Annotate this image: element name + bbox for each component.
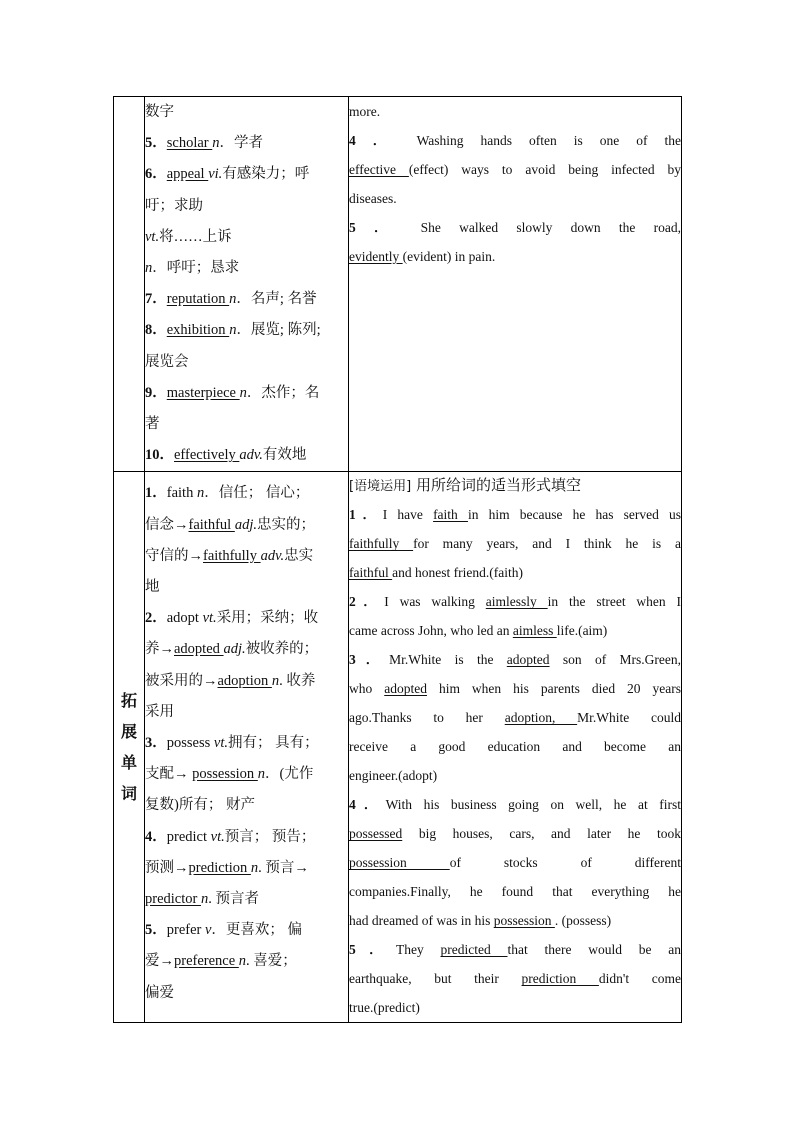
vocab-line	[145, 697, 348, 728]
header-instruction: 用所给词的适当形式填空	[415, 476, 581, 495]
vocab-line	[145, 666, 348, 697]
vocab-line	[145, 191, 348, 222]
answer-blank: adopted	[506, 652, 550, 668]
vocab-text: 预测→	[145, 859, 189, 876]
part-of-speech: adj.	[234, 516, 257, 533]
vocab-text: 采用	[145, 703, 174, 720]
part-of-speech: v	[204, 922, 212, 939]
vocab-line	[145, 478, 348, 509]
part-of-speech: adv.	[260, 547, 285, 564]
vocab-text: ．信任； 信心；	[204, 485, 310, 502]
table-row	[114, 472, 682, 1023]
vocab-text: 2．	[145, 610, 167, 627]
part-of-speech: n	[212, 135, 220, 152]
part-of-speech: n	[196, 485, 205, 502]
vocab-line	[145, 572, 348, 603]
answer-blank: adoption	[217, 672, 272, 689]
vocab-text: 9．	[145, 384, 167, 401]
answer-blank: evidently	[349, 249, 403, 264]
vocab-text: 忠实的；	[256, 516, 315, 533]
vocab-text: ．呼吁；恳求	[152, 260, 240, 277]
vocab-text: . 收养	[279, 672, 316, 689]
answer-blank: prediction	[188, 859, 251, 876]
vocab-line	[145, 253, 348, 284]
vocab-text: ．更喜欢； 偏	[211, 922, 303, 939]
answer-blank: masterpiece	[166, 384, 240, 401]
part-of-speech: n	[257, 766, 266, 783]
part-of-speech: n	[250, 859, 259, 876]
header-tag: [语境运用]	[349, 479, 412, 495]
vocab-text: . 预言者	[208, 891, 259, 908]
answer-blank: aimlessly	[485, 594, 548, 610]
answer-blank: effective	[349, 162, 409, 177]
vocab-text: 被采用的→	[145, 672, 218, 689]
answer-blank: exhibition	[166, 322, 230, 339]
vocab-line	[145, 634, 348, 665]
exercise-header	[349, 472, 681, 500]
vocab-text: ．展览; 陈列;	[236, 322, 321, 339]
vocab-line	[145, 978, 348, 1009]
vocab-line	[145, 510, 348, 541]
vocab-line	[145, 284, 348, 315]
vocab-text: 著	[145, 416, 160, 433]
vocab-line	[145, 759, 348, 790]
table-row	[114, 97, 682, 472]
vocab-line	[145, 128, 348, 159]
part-of-speech: n	[271, 672, 280, 689]
vocab-text: ．(尤作	[265, 766, 314, 783]
answer-blank: possession	[349, 855, 450, 871]
vocab-text: 地	[145, 579, 160, 596]
vocab-text: 有感染力；呼	[222, 166, 310, 183]
vocab-text: 1．	[145, 485, 167, 502]
vocab-text: 5．	[145, 922, 167, 939]
answer-blank: aimless	[512, 623, 557, 639]
vocab-line	[145, 378, 348, 409]
vocab-text: 数字	[145, 104, 174, 120]
vocab-text: 3．	[145, 735, 167, 752]
answer-blank: adopted	[174, 641, 224, 658]
vocab-text: 采用；采纳；收	[216, 610, 319, 627]
exercise-item-2: 2．I was walking aimlessly in the street when I came across John, who led an aimless life.(aim)	[349, 594, 682, 639]
vocab-line	[145, 915, 348, 946]
part-of-speech: n	[229, 322, 237, 339]
answer-blank: effectively	[174, 447, 240, 464]
part-of-speech: adj.	[223, 641, 246, 658]
vocab-text: 5．	[145, 135, 167, 152]
vocab-line	[145, 347, 348, 378]
vocab-text: 信念→	[145, 516, 189, 533]
part-of-speech: vt.	[202, 610, 217, 627]
vocab-text: 偏爱	[145, 984, 174, 1001]
vocab-text: 预言； 预告；	[224, 828, 316, 845]
vocab-line	[145, 97, 348, 128]
answer-blank: faithful	[349, 565, 393, 581]
vocab-text: 4．	[145, 828, 167, 845]
vocab-line	[145, 853, 348, 884]
left-cell-word-families	[145, 472, 349, 1023]
part-of-speech: n	[200, 891, 209, 908]
vocab-line	[145, 409, 348, 440]
vocab-line	[145, 315, 348, 346]
answer-blank: adopted	[384, 681, 427, 697]
vocab-text: 养→	[145, 641, 174, 658]
vocab-text: ．名声; 名誉	[236, 291, 317, 308]
vocab-text: adopt	[166, 610, 203, 627]
answer-blank: appeal	[166, 166, 209, 183]
vocab-line	[145, 884, 348, 915]
part-of-speech: n	[239, 384, 247, 401]
exercise-item-1: 1．I have faith in him because he has served us faithfully for many years, and I think he is a faithful and honest friend.(faith)	[349, 507, 682, 581]
vocab-line	[145, 603, 348, 634]
answer-blank: faith	[433, 507, 468, 523]
vocab-text: 守信的→	[145, 547, 203, 564]
vocab-text: 被收养的；	[245, 641, 319, 658]
vocab-text: prefer	[166, 922, 205, 939]
part-of-speech: n	[238, 953, 247, 970]
part-of-speech: adv.	[239, 447, 263, 464]
exercise-item-5: 5 ． She walked slowly down the road, evidently (evident) in pain.	[349, 220, 682, 264]
answer-blank: faithful	[188, 516, 235, 533]
part-of-speech: vt.	[213, 735, 228, 752]
vocab-text: ．学者	[219, 135, 263, 152]
vocab-line	[145, 728, 348, 759]
vocab-text: predict	[166, 828, 211, 845]
vocab-text: . 预言→	[258, 859, 309, 876]
section-label: 拓展单词	[121, 691, 138, 804]
side-cell-label	[114, 472, 145, 1023]
vocab-line	[145, 222, 348, 253]
answer-blank: preference	[174, 953, 239, 970]
answer-blank: adoption,	[504, 710, 578, 726]
vocab-text: 拥有； 具有；	[227, 735, 319, 752]
answer-blank: possession	[192, 766, 258, 783]
vocab-text: 爱→	[145, 953, 174, 970]
answer-blank: faithfully	[349, 536, 414, 552]
vocab-line	[145, 790, 348, 821]
vocab-text: 8．	[145, 322, 167, 339]
vocab-text: faith	[166, 485, 197, 502]
vocab-text: 吁；求助	[145, 197, 203, 214]
left-cell-vocab-list	[145, 97, 349, 472]
vocab-line	[145, 440, 348, 471]
vocabulary-table	[113, 96, 682, 1023]
vocab-text: 复数)所有； 财产	[145, 797, 255, 814]
vocab-line	[145, 541, 348, 572]
vocab-text: 7．	[145, 291, 167, 308]
vocab-line	[145, 822, 348, 853]
exercise-item-3: 3．Mr.White is the adopted son of Mrs.Green, who adopted him when his parents died 20 years ago.Thanks to her adoption, Mr.White could receive a good education and become an engineer.(adopt)	[349, 652, 682, 784]
part-of-speech: n	[145, 260, 153, 277]
exercise-line: more.	[349, 104, 381, 119]
right-cell-context-exercises	[349, 472, 682, 1023]
answer-blank: possession	[493, 913, 555, 929]
part-of-speech: vi.	[208, 166, 223, 183]
vocab-text: possess	[166, 735, 214, 752]
vocab-line	[145, 946, 348, 977]
part-of-speech: vt.	[210, 828, 225, 845]
answer-blank: prediction	[521, 971, 599, 987]
vocab-text: 忠实	[284, 547, 314, 564]
part-of-speech: n	[229, 291, 237, 308]
answer-blank: scholar	[166, 135, 213, 152]
answer-blank: reputation	[166, 291, 230, 308]
vocab-text: 6．	[145, 166, 167, 183]
exercise-item-4: 4 ． Washing hands often is one of the effective (effect) ways to avoid being infected by diseases.	[349, 133, 682, 206]
side-cell-empty	[114, 97, 145, 472]
exercise-item-4: 4．With his business going on well, he at first possessed big houses, cars, and later he took possession of stocks of different companies.Finally, he found that everything he had dreamed of was in his possession . (possess)	[349, 797, 682, 929]
exercise-item-5: 5．They predicted that there would be an earthquake, but their prediction didn't come true.(predict)	[349, 942, 681, 1016]
answer-blank: predictor	[145, 891, 201, 908]
right-cell-exercises	[349, 97, 682, 472]
vocab-text: . 喜爱；	[246, 953, 297, 970]
vocab-text: 展览会	[145, 353, 189, 370]
vocab-line	[145, 159, 348, 190]
answer-blank: predicted	[440, 942, 508, 958]
vocab-text: 支配→	[145, 766, 193, 783]
vocab-text: 将……上诉	[159, 228, 232, 245]
vocab-text: 有效地	[262, 447, 307, 464]
part-of-speech: vt.	[145, 228, 160, 245]
answer-blank: faithfully	[203, 547, 261, 564]
vocab-text: 10．	[145, 447, 174, 464]
vocab-text: ．杰作；名	[246, 384, 320, 401]
answer-blank: possessed	[349, 826, 403, 842]
